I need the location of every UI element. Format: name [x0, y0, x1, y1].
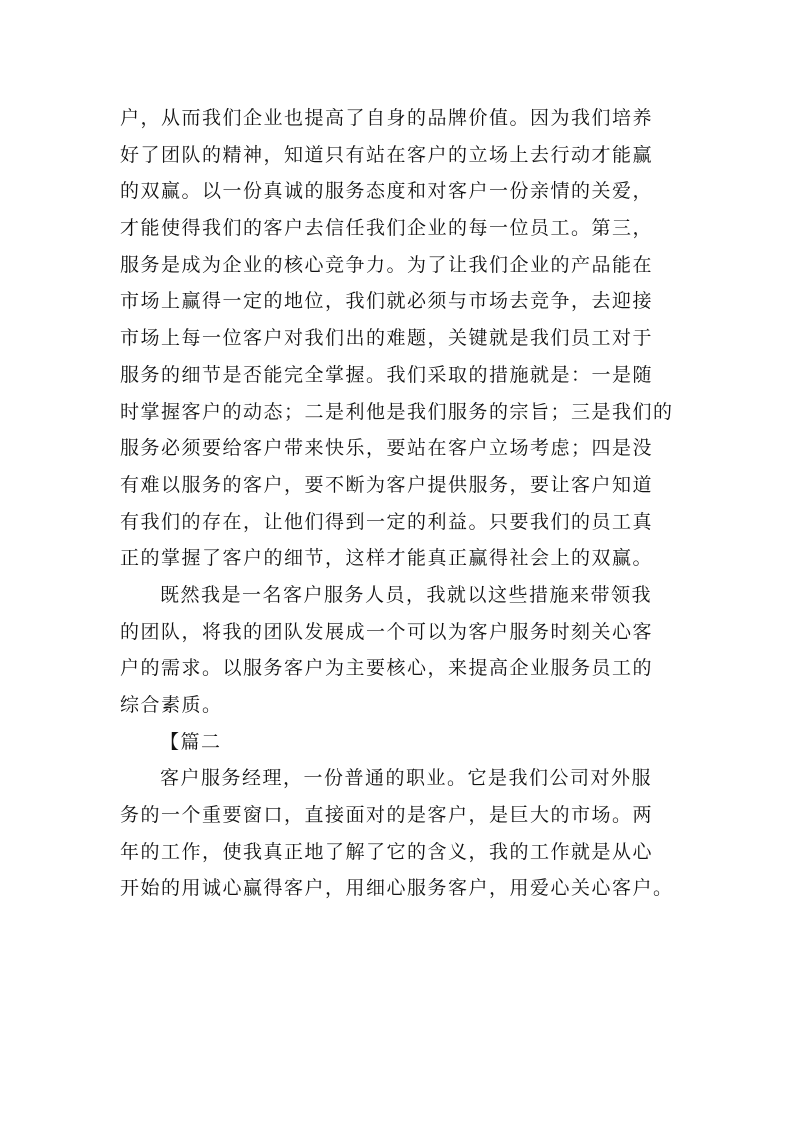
text-line: 服务的细节是否能完全掌握。我们采取的措施就是：一是随 [120, 363, 654, 386]
text-line: 有难以服务的客户，要不断为客户提供服务，要让客户知道 [120, 473, 654, 496]
document-body [120, 100, 680, 907]
text-line: 才能使得我们的客户去信任我们企业的每一位员工。第三， [120, 217, 654, 240]
text-line: 服务必须要给客户带来快乐，要站在客户立场考虑；四是没 [120, 437, 654, 460]
text-line: 服务是成为企业的核心竞争力。为了让我们企业的产品能在 [120, 253, 654, 276]
text-line: 市场上每一位客户对我们出的难题，关键就是我们员工对于 [120, 327, 654, 350]
text-line: 开始的用诚心赢得客户，用细心服务客户，用爱心关心客户。 [120, 877, 674, 900]
paragraph-start-line: 客户服务经理，一份普通的职业。它是我们公司对外服 [160, 767, 653, 790]
text-line: 好了团队的精神，知道只有站在客户的立场上去行动才能赢 [120, 143, 654, 166]
text-line: 户的需求。以服务客户为主要核心，来提高企业服务员工的 [120, 657, 654, 680]
text-line: 有我们的存在，让他们得到一定的利益。只要我们的员工真 [120, 510, 654, 533]
text-line: 综合素质。 [120, 694, 223, 716]
paragraph-start-line: 既然我是一名客户服务人员，我就以这些措施来带领我 [160, 583, 653, 606]
text-line: 正的掌握了客户的细节，这样才能真正赢得社会上的双赢。 [120, 547, 654, 570]
text-line: 的双赢。以一份真诚的服务态度和对客户一份亲情的关爱， [120, 180, 654, 203]
section-heading: 【篇二 [160, 730, 222, 753]
text-line: 时掌握客户的动态；二是利他是我们服务的宗旨；三是我们的 [120, 400, 674, 423]
text-line: 年的工作，使我真正地了解了它的含义，我的工作就是从心 [120, 840, 654, 863]
text-line: 市场上赢得一定的地位，我们就必须与市场去竞争，去迎接 [120, 290, 654, 313]
text-line: 务的一个重要窗口，直接面对的是客户，是巨大的市场。两 [120, 804, 654, 827]
text-line: 的团队，将我的团队发展成一个可以为客户服务时刻关心客 [120, 620, 654, 643]
text-line: 户，从而我们企业也提高了自身的品牌价值。因为我们培养 [120, 107, 654, 129]
